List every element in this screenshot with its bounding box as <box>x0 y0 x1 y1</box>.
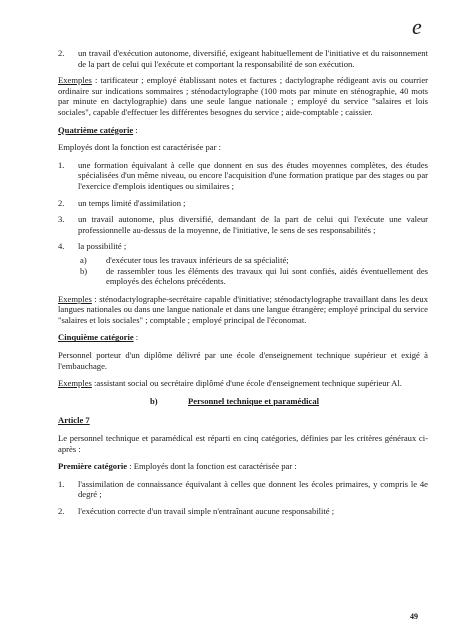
examples-paragraph-cat4 <box>58 294 428 326</box>
article-text: Le personnel technique et paramédical est réparti en cinq catégories, définies par les critères généraux ci-après : <box>58 433 428 454</box>
cat4-item-1 <box>58 160 428 192</box>
page-number: 49 <box>410 612 418 621</box>
item-number: 1. <box>58 159 65 170</box>
cat5-heading <box>58 332 428 343</box>
cat4-item-2 <box>58 198 428 209</box>
subitem-text: d'exécuter tous les travaux inférieurs de sa spécialité; <box>106 254 289 265</box>
item-text: un temps limité d'assimilation ; <box>78 197 186 208</box>
item-text: une formation équivalant à celle que donnent en sus des études moyennes complètes, des études spécialisées d'un même niveau, ou encore l'acquisition d'une formation pratique par des stages ou par l'exercice d'emplois identiques ou similaires ; <box>78 159 428 191</box>
item-text: l'exécution correcte d'un travail simple n'entraînant aucune responsabilité ; <box>78 506 335 516</box>
cat4-heading-text: Quatrième catégorie <box>58 124 134 135</box>
item-text: la possibilité ; <box>78 241 127 252</box>
item-text: un travail autonome, plus diversifié, demandant de la part de celui qui l'exécute une valeur professionnelle au-dessus de la moyenne, de l'initiative, le sens de ses responsabilités ; <box>78 214 428 235</box>
examples-label: Exemples <box>58 378 92 389</box>
examples-label: Exemples <box>58 293 92 304</box>
corner-handwritten-mark: e <box>412 14 422 39</box>
subitem-text: de rassembler tous les éléments des travaux qui lui sont confiés, aidés éventuellement des employés des échelons précédents. <box>106 265 428 287</box>
examples-text: : sténodactylographe-secrétaire capable d'initiative; sténodactylographe travaillant dans les deux langues nationales ou dans une langue nationale et dans une langue étrangère; employé principal du service "salaires et lois sociales" ; comptable ; employé principal de l'économat. <box>58 293 428 325</box>
cat4-heading-suffix: : <box>133 124 138 135</box>
cat4-intro: Employés dont la fonction est caractérisée par : <box>58 142 221 153</box>
article-heading: Article 7 <box>58 415 90 426</box>
item-number: 4. <box>58 241 65 252</box>
cat5-heading-text: Cinquième catégorie <box>58 332 134 343</box>
item-number: 1. <box>58 478 65 489</box>
section-heading-b <box>150 396 428 407</box>
cat4-subitem-a <box>80 255 428 266</box>
list-item-top-2 <box>58 48 428 69</box>
cat4-item-3 <box>58 214 428 235</box>
item-text: un travail d'exécution autonome, diversifié, exigeant habituellement de l'initiative et du raisonnement de la part de celui qui l'exécute et comportant la responsabilité de son exécution. <box>78 48 428 69</box>
cat1-heading-text: Première catégorie <box>58 461 128 472</box>
item-number: 2. <box>58 197 65 208</box>
section-letter: b) <box>150 395 158 406</box>
section-title: Personnel technique et paramédical <box>188 395 320 406</box>
cat4-item-4 <box>58 241 428 252</box>
examples-label: Exemples <box>58 75 92 86</box>
cat1-item-2 <box>58 506 428 517</box>
cat4-subitem-b <box>80 266 428 287</box>
cat1-intro: : Employés dont la fonction est caractérisée par : <box>127 461 297 472</box>
item-text: l'assimilation de connaissance équivalant à celles que donnent les écoles primaires, y compris le 4e degré ; <box>78 478 428 500</box>
document-body <box>58 48 428 523</box>
item-number: 2. <box>58 48 65 58</box>
cat5-text: Personnel porteur d'un diplôme délivré par une école d'enseignement technique supérieur et exigé à l'embauchage. <box>58 350 428 371</box>
cat4-heading <box>58 125 428 136</box>
examples-text: :assistant social ou secrétaire diplômé d'une école d'enseignement technique supérieur Al. <box>91 378 402 389</box>
item-number: 2. <box>58 506 65 516</box>
examples-text: : tarificateur ; employé établissant notes et factures ; dactylographe rédigeant avis ou courrier ordinaire sur indications sommaires ; sténodactylographe (100 mots par minute en sténographie, 40 mots par minute en dactylographie) dans une seule langue nationale ; employé du service "salaires et lois sociales", capable d'effectuer les différentes besognes du service ; aide-comptable ; caissier. <box>58 75 428 117</box>
examples-paragraph-cat5 <box>58 378 428 389</box>
cat1-item-1 <box>58 479 428 500</box>
cat1-heading <box>58 461 428 472</box>
examples-paragraph-cat3 <box>58 75 428 117</box>
subitem-letter: b) <box>80 265 88 276</box>
item-number: 3. <box>58 214 65 225</box>
subitem-letter: a) <box>80 254 87 265</box>
cat5-heading-suffix: : <box>133 332 139 343</box>
